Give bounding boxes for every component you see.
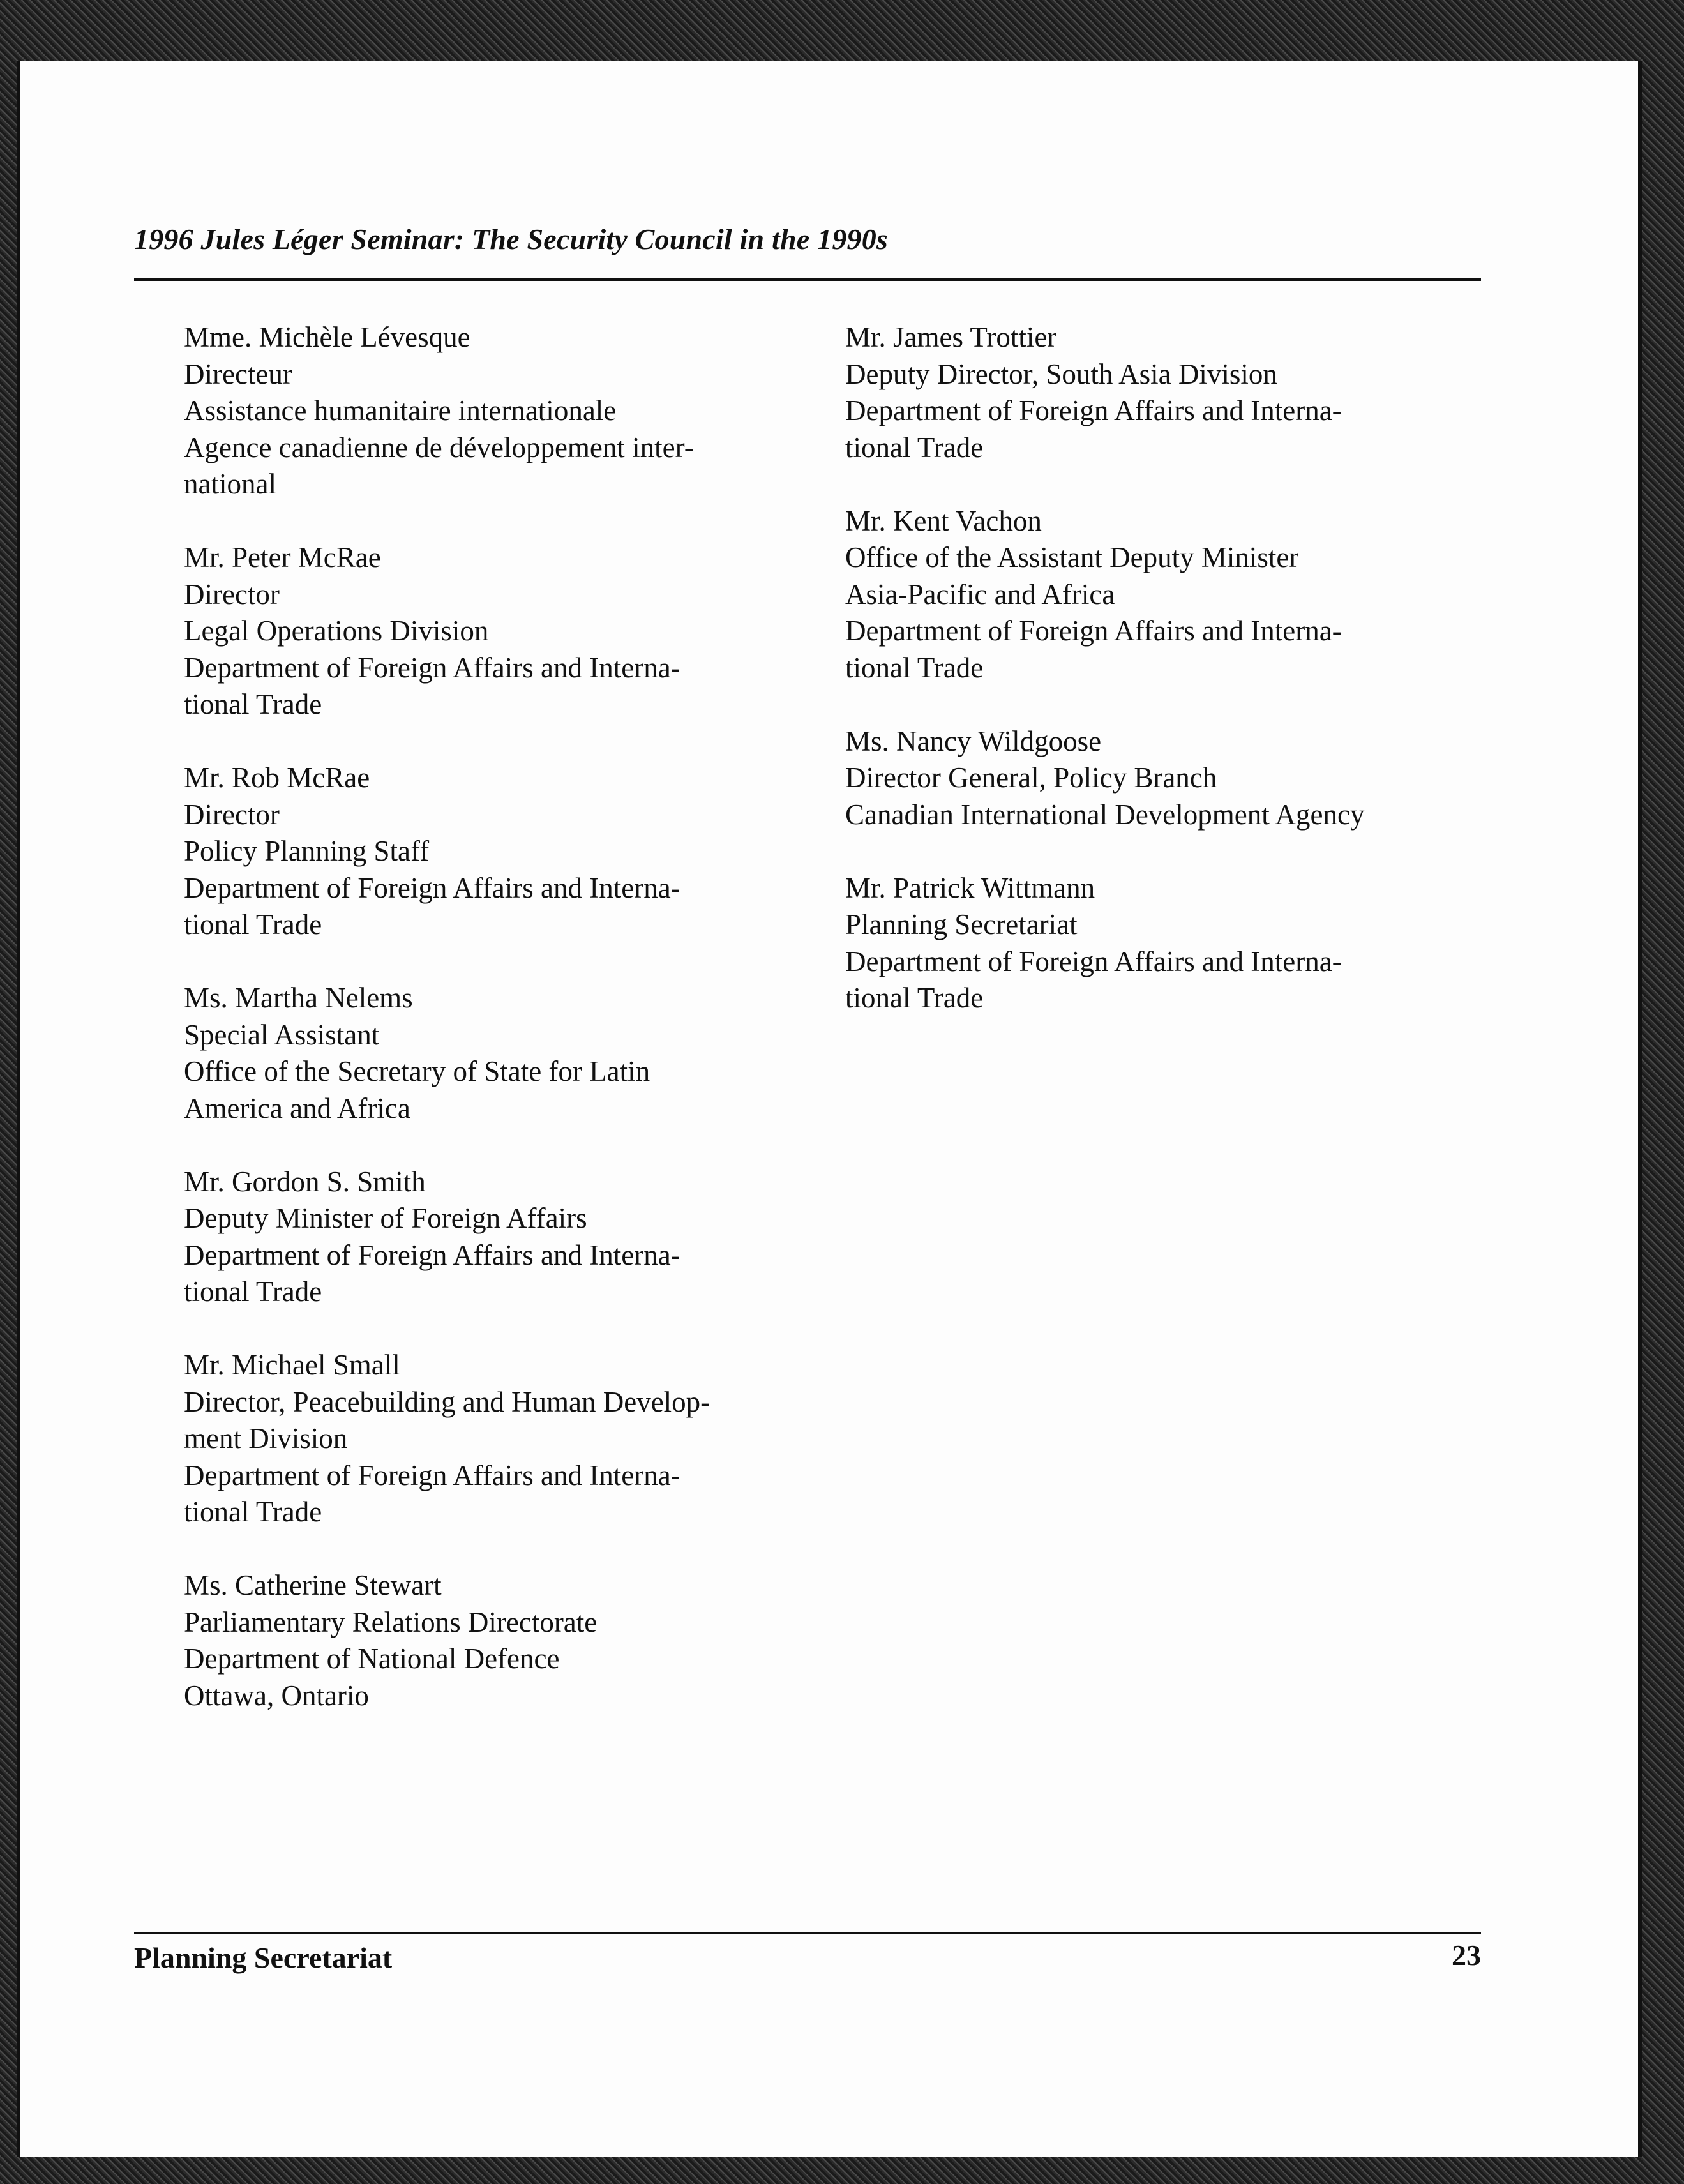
participant-detail-line: Asia-Pacific and Africa [845, 578, 1115, 610]
participant-name: Ms. Catherine Stewart [184, 1569, 442, 1601]
participant-detail-line: Policy Planning Staff [184, 835, 430, 867]
participant-detail-line: tional Trade [184, 1496, 322, 1528]
participant-detail-line: tional Trade [845, 431, 984, 463]
participant-detail-line: tional Trade [184, 908, 322, 940]
participant-entry [184, 319, 790, 503]
participant-name: Mr. James Trottier [845, 321, 1057, 353]
participant-entry [845, 319, 1458, 466]
participant-detail-line: national [184, 468, 276, 500]
participant-entry [184, 1164, 790, 1311]
participant-detail-line: tional Trade [845, 982, 984, 1014]
participant-detail-line: Office of the Secretary of State for Latin [184, 1055, 650, 1087]
participant-entry [184, 1347, 790, 1531]
participant-entry [184, 539, 790, 723]
participant-detail-line: Director, Peacebuilding and Human Develop- [184, 1385, 710, 1418]
participant-name: Mr. Kent Vachon [845, 504, 1042, 537]
running-header: 1996 Jules Léger Seminar: The Security Council in the 1990s [134, 223, 889, 255]
participant-name: Mr. Patrick Wittmann [845, 871, 1095, 904]
left-column [184, 319, 790, 1751]
participant-detail-line: Legal Operations Division [184, 615, 489, 647]
participant-detail-line: Deputy Minister of Foreign Affairs [184, 1202, 587, 1234]
participant-detail-line: Ottawa, Ontario [184, 1679, 369, 1712]
participant-detail-line: Department of Foreign Affairs and Interna- [845, 945, 1342, 977]
participant-detail-line: Office of the Assistant Deputy Minister [845, 541, 1299, 573]
participant-entry [184, 1567, 790, 1714]
participant-detail-line: Deputy Director, South Asia Division [845, 358, 1277, 390]
page-number: 23 [1452, 1939, 1481, 1971]
participant-detail-line: Canadian International Development Agency [845, 798, 1365, 831]
participant-name: Ms. Martha Nelems [184, 982, 413, 1014]
footer-rule [134, 1932, 1481, 1934]
participant-detail-line: Department of Foreign Affairs and Interna- [184, 1459, 680, 1491]
participant-entry [184, 980, 790, 1127]
participant-detail-line: Planning Secretariat [845, 908, 1078, 940]
participant-detail-line: Department of Foreign Affairs and Interna- [845, 395, 1342, 426]
participant-name: Mr. Michael Small [184, 1349, 400, 1381]
participant-name: Mr. Rob McRae [184, 762, 370, 794]
participant-detail-line: tional Trade [845, 651, 984, 684]
participant-detail-line: Agence canadienne de développement inter- [184, 431, 694, 463]
participant-detail-line: Department of Foreign Affairs and Interna- [184, 871, 680, 904]
participant-entry [845, 503, 1458, 687]
page-edge-rule [17, 61, 20, 2157]
participant-detail-line: Director General, Policy Branch [845, 762, 1217, 794]
participant-detail-line: Assistance humanitaire internationale [184, 395, 617, 426]
participant-detail-line: America and Africa [184, 1092, 410, 1124]
right-column [845, 319, 1458, 1053]
participant-detail-line: Department of Foreign Affairs and Interna- [184, 651, 680, 684]
participant-detail-line: tional Trade [184, 688, 322, 720]
participant-name: Mr. Gordon S. Smith [184, 1165, 426, 1198]
participant-detail-line: Directeur [184, 358, 292, 390]
participant-detail-line: Special Assistant [184, 1018, 380, 1051]
participant-name: Mr. Peter McRae [184, 541, 381, 573]
participant-entry [184, 760, 790, 944]
footer-section-title: Planning Secretariat [134, 1941, 393, 1974]
participant-entry [845, 870, 1458, 1017]
participant-detail-line: Department of National Defence [184, 1643, 560, 1675]
participant-detail-line: Department of Foreign Affairs and Interna- [845, 615, 1342, 647]
participant-name: Mme. Michèle Lévesque [184, 321, 470, 353]
participant-entry [845, 723, 1458, 834]
participant-detail-line: Department of Foreign Affairs and Interna- [184, 1239, 680, 1271]
header-rule [134, 278, 1481, 281]
participant-detail-line: tional Trade [184, 1276, 322, 1307]
participant-detail-line: Director [184, 578, 280, 610]
participant-detail-line: Parliamentary Relations Directorate [184, 1606, 598, 1638]
participant-name: Ms. Nancy Wildgoose [845, 725, 1102, 757]
participant-detail-line: Director [184, 798, 280, 831]
participant-detail-line: ment Division [184, 1422, 348, 1454]
